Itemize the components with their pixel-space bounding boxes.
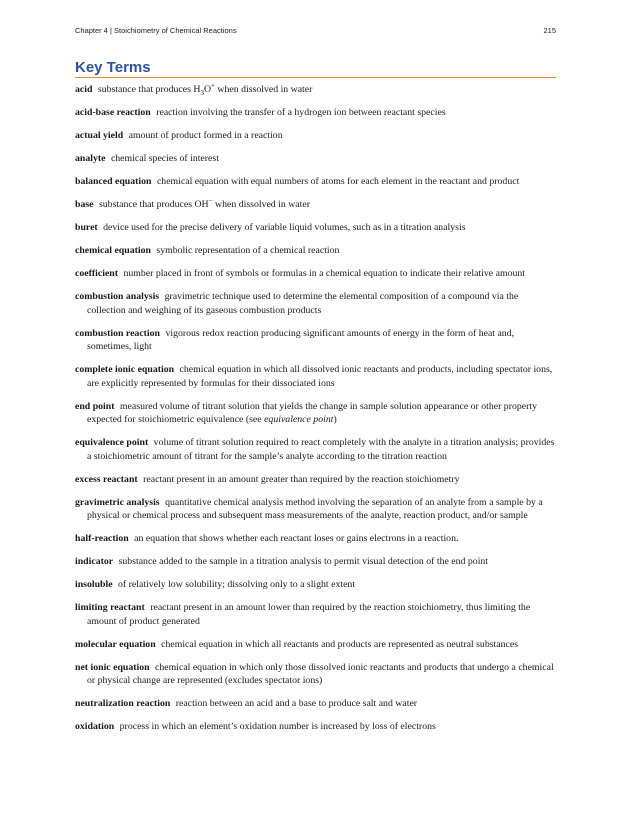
page-header	[75, 26, 556, 35]
term-entry	[75, 221, 556, 235]
term-name: combustion reaction	[75, 327, 160, 339]
term-name: complete ionic equation	[75, 364, 175, 375]
term-entry	[75, 601, 556, 628]
term-name: equivalence point	[75, 437, 149, 448]
term-definition: quantitative chemical analysis method involving the separation of an analyte from a sample by a physical or chemical process and subsequent mass measurements of the analyte, reaction product, and/or sample	[87, 496, 543, 521]
term-entry	[75, 363, 556, 390]
term-name: acid	[75, 84, 93, 95]
term-name: insoluble	[75, 579, 113, 590]
term-entry	[75, 244, 556, 258]
term-definition: of relatively low solubility; dissolving only to a slight extent	[118, 579, 356, 590]
term-name: balanced equation	[75, 176, 152, 187]
term-definition: substance added to the sample in a titration analysis to permit visual detection of the end point	[118, 556, 489, 567]
term-entry	[75, 267, 556, 281]
term-name: buret	[75, 222, 98, 233]
term-name: oxidation	[75, 721, 115, 732]
title-divider	[75, 77, 556, 78]
term-definition: vigorous redox reaction producing significant amounts of energy in the form of heat and, sometimes, light	[87, 327, 515, 352]
term-entry	[75, 175, 556, 189]
term-entry	[75, 555, 556, 569]
term-entry	[75, 473, 556, 487]
term-name: coefficient	[75, 268, 118, 279]
term-name: net ionic equation	[75, 661, 150, 673]
term-name: base	[75, 199, 94, 210]
term-definition: symbolic representation of a chemical reaction	[156, 245, 340, 256]
term-entry	[75, 720, 556, 734]
term-entry	[75, 638, 556, 652]
term-entry	[75, 697, 556, 711]
term-definition: number placed in front of symbols or formulas in a chemical equation to indicate their relative amount	[123, 268, 525, 279]
term-definition: chemical equation with equal numbers of atoms for each element in the reactant and product	[156, 176, 520, 187]
key-terms-list	[75, 83, 556, 743]
term-definition: chemical equation in which all reactants and products are represented as neutral substances	[161, 638, 519, 650]
term-entry	[75, 661, 556, 688]
term-name: indicator	[75, 556, 114, 567]
term-name: molecular equation	[75, 638, 156, 650]
term-name: acid-base reaction	[75, 107, 151, 118]
term-name: analyte	[75, 153, 106, 164]
term-name: neutralization reaction	[75, 698, 171, 709]
term-definition: amount of product formed in a reaction	[128, 130, 283, 141]
term-name: excess reactant	[75, 473, 138, 485]
term-entry	[75, 290, 556, 317]
term-entry	[75, 152, 556, 166]
term-definition: measured volume of titrant solution that yields the change in sample solution appearance or other property expected for stoichiometric equivalence (see equivalence point)	[87, 400, 537, 425]
term-definition: device used for the precise delivery of variable liquid volumes, such as in a titration analysis	[103, 222, 466, 233]
term-name: chemical equation	[75, 245, 151, 256]
chapter-title: Chapter 4 | Stoichiometry of Chemical Reactions	[75, 26, 237, 35]
term-entry	[75, 327, 556, 354]
term-definition: an equation that shows whether each reactant loses or gains electrons in a reaction.	[134, 533, 459, 544]
term-entry	[75, 83, 556, 97]
term-entry	[75, 578, 556, 592]
term-entry	[75, 129, 556, 143]
term-definition: reactant present in an amount greater than required by the reaction stoichiometry	[143, 473, 460, 485]
term-name: actual yield	[75, 130, 124, 141]
term-entry	[75, 532, 556, 546]
page-number: 215	[543, 26, 556, 35]
term-name: end point	[75, 400, 115, 412]
term-definition: reaction between an acid and a base to produce salt and water	[175, 698, 418, 709]
term-definition: reactant present in an amount lower than required by the reaction stoichiometry, thus limiting the amount of product generated	[87, 602, 531, 627]
term-entry	[75, 496, 556, 523]
term-definition: substance that produces $H_3O^+$ when dissolved in water	[97, 81, 313, 97]
term-entry	[75, 198, 556, 212]
term-name: combustion analysis	[75, 291, 160, 302]
term-definition: process in which an element’s oxidation number is increased by loss of electrons	[119, 721, 436, 732]
term-definition: chemical equation in which all dissolved ionic reactants and products, including spectator ions, are explicitly represented by formulas for their dissociated ions	[87, 364, 553, 389]
term-name: half-reaction	[75, 533, 129, 544]
term-entry	[75, 436, 556, 463]
term-name: gravimetric analysis	[75, 496, 160, 508]
term-name: limiting reactant	[75, 602, 145, 613]
term-definition: chemical species of interest	[110, 153, 219, 164]
term-definition: chemical equation in which only those dissolved ionic reactants and products that undergo a chemical or physical change are represented (excludes spectator ions)	[87, 661, 554, 686]
section-title: Key Terms	[75, 59, 151, 76]
term-entry	[75, 400, 556, 427]
term-definition: substance that produces OH− when dissolved in water	[98, 196, 310, 210]
term-definition: gravimetric technique used to determine the elemental composition of a compound via the collection and weighing of its gaseous combustion products	[87, 291, 519, 316]
term-definition: volume of titrant solution required to react completely with the analyte in a titration analysis; provides a stoichiometric amount of titrant for the sample’s analyte according to the titration reaction	[87, 437, 555, 462]
term-definition: reaction involving the transfer of a hydrogen ion between reactant species	[156, 107, 446, 118]
term-entry	[75, 106, 556, 120]
